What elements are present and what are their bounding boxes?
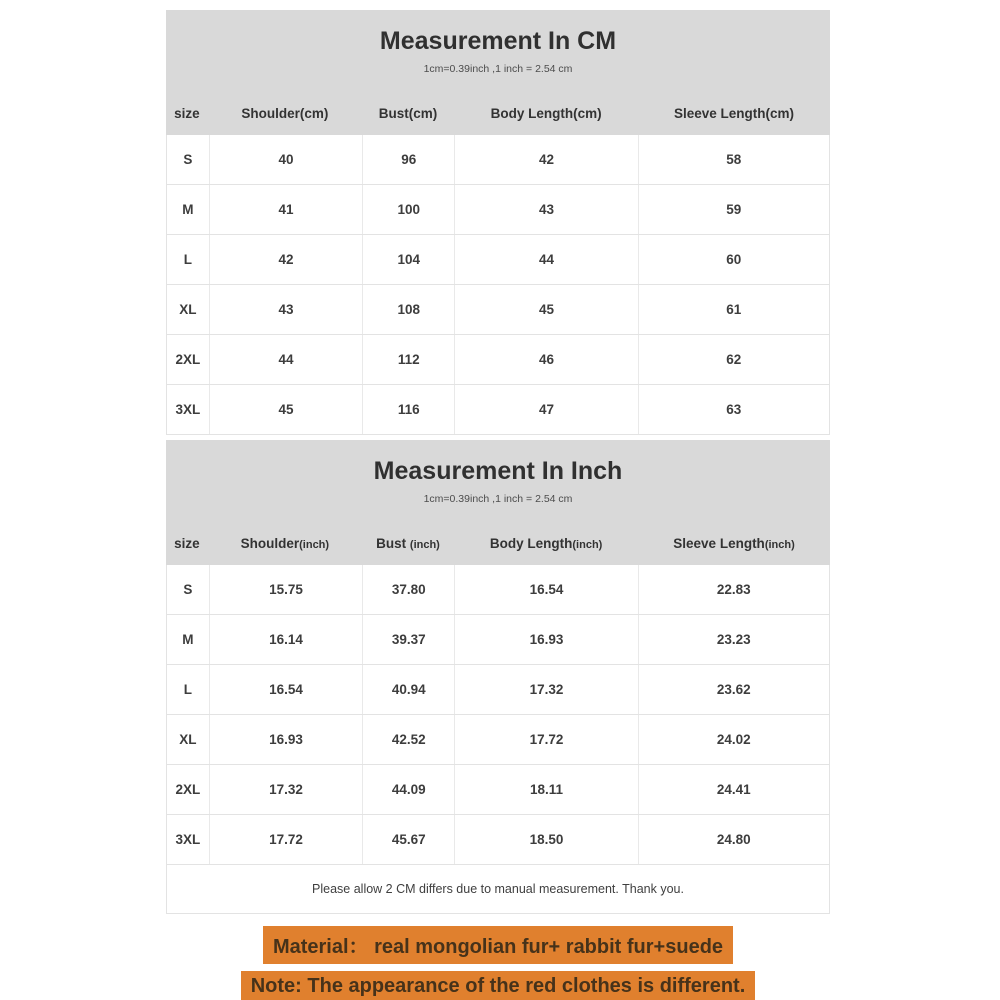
material-highlight: Material： real mongolian fur+ rabbit fur+suede xyxy=(263,926,733,964)
value-cell: 44 xyxy=(454,235,637,284)
size-cell: 2XL xyxy=(175,782,201,797)
column-header xyxy=(362,536,454,551)
column-header xyxy=(638,106,830,121)
value-cell: 100 xyxy=(362,185,454,234)
column-label: Bust xyxy=(378,105,409,121)
size-cell: M xyxy=(182,632,194,647)
value-cell: 112 xyxy=(362,335,454,384)
value-cell: 42 xyxy=(209,235,363,284)
cm-header-block xyxy=(166,10,830,135)
column-header xyxy=(454,536,638,551)
table-row xyxy=(166,285,830,335)
column-header xyxy=(208,106,362,121)
value-cell: 16.93 xyxy=(454,615,637,664)
column-unit: (inch) xyxy=(299,538,330,551)
cm-column-header-row xyxy=(166,91,830,135)
value-cell: 61 xyxy=(638,285,829,334)
inch-table-body xyxy=(166,565,830,865)
column-header xyxy=(454,106,638,121)
inch-subtitle: 1cm=0.39inch ,1 inch = 2.54 cm xyxy=(423,493,573,505)
value-cell: 62 xyxy=(638,335,829,384)
value-cell: 16.54 xyxy=(209,665,363,714)
measurement-cm-section xyxy=(166,10,830,435)
column-label: Body Length xyxy=(490,105,574,121)
measurement-tolerance-note: Please allow 2 CM differs due to manual measurement. Thank you. xyxy=(166,865,830,914)
value-cell: 46 xyxy=(454,335,637,384)
column-unit: (cm) xyxy=(573,105,602,121)
column-header xyxy=(166,536,208,551)
table-row xyxy=(166,135,830,185)
table-row xyxy=(166,335,830,385)
column-label: Bust xyxy=(376,535,410,551)
value-cell: 42.52 xyxy=(362,715,454,764)
column-header xyxy=(362,106,454,121)
value-cell: 18.11 xyxy=(454,765,637,814)
size-cell: XL xyxy=(179,302,197,317)
table-row xyxy=(166,185,830,235)
material-line-wrap xyxy=(166,914,830,964)
column-label: Sleeve Length xyxy=(674,105,766,121)
column-unit: (inch) xyxy=(572,538,603,551)
value-cell: 17.72 xyxy=(209,815,363,864)
value-cell: 16.93 xyxy=(209,715,363,764)
value-cell: 63 xyxy=(638,385,829,434)
column-label: Shoulder xyxy=(240,535,300,551)
value-cell: 17.32 xyxy=(454,665,637,714)
value-cell: 59 xyxy=(638,185,829,234)
value-cell: 45 xyxy=(454,285,637,334)
value-cell: 96 xyxy=(362,135,454,184)
column-label: size xyxy=(174,535,200,551)
column-header xyxy=(638,536,830,551)
value-cell: 24.41 xyxy=(638,765,829,814)
value-cell: 108 xyxy=(362,285,454,334)
column-unit: (cm) xyxy=(299,105,329,121)
value-cell: 47 xyxy=(454,385,637,434)
value-cell: 116 xyxy=(362,385,454,434)
cm-title: Measurement In CM xyxy=(379,27,617,55)
value-cell: 22.83 xyxy=(638,565,829,614)
size-chart-sheet xyxy=(166,0,830,1000)
size-cell: M xyxy=(182,202,194,217)
value-cell: 45 xyxy=(209,385,363,434)
value-cell: 23.62 xyxy=(638,665,829,714)
column-unit: (inch) xyxy=(764,538,795,551)
value-cell: 41 xyxy=(209,185,363,234)
value-cell: 43 xyxy=(209,285,363,334)
value-cell: 104 xyxy=(362,235,454,284)
value-cell: 37.80 xyxy=(362,565,454,614)
measurement-inch-section xyxy=(166,440,830,865)
column-unit: (cm) xyxy=(765,105,795,121)
table-row xyxy=(166,565,830,615)
table-row xyxy=(166,385,830,435)
cm-subtitle: 1cm=0.39inch ,1 inch = 2.54 cm xyxy=(423,63,573,75)
inch-title: Measurement In Inch xyxy=(373,457,623,485)
table-row xyxy=(166,615,830,665)
value-cell: 44.09 xyxy=(362,765,454,814)
table-row xyxy=(166,765,830,815)
column-header xyxy=(208,536,362,551)
note-line-wrap xyxy=(166,964,830,1000)
value-cell: 42 xyxy=(454,135,637,184)
column-label: size xyxy=(174,105,200,121)
column-label: Sleeve Length xyxy=(673,535,765,551)
value-cell: 58 xyxy=(638,135,829,184)
table-row xyxy=(166,235,830,285)
value-cell: 44 xyxy=(209,335,363,384)
size-cell: L xyxy=(183,252,192,267)
size-cell: XL xyxy=(179,732,197,747)
table-row xyxy=(166,715,830,765)
red-clothes-note-highlight: Note: The appearance of the red clothes is different. xyxy=(241,971,756,1000)
value-cell: 18.50 xyxy=(454,815,637,864)
column-unit: (cm) xyxy=(408,105,438,121)
size-cell: 2XL xyxy=(175,352,201,367)
inch-column-header-row xyxy=(166,521,830,565)
value-cell: 17.32 xyxy=(209,765,363,814)
value-cell: 15.75 xyxy=(209,565,363,614)
value-cell: 16.54 xyxy=(454,565,637,614)
value-cell: 40 xyxy=(209,135,363,184)
value-cell: 16.14 xyxy=(209,615,363,664)
value-cell: 24.02 xyxy=(638,715,829,764)
cm-table-body xyxy=(166,135,830,435)
value-cell: 60 xyxy=(638,235,829,284)
inch-header-block xyxy=(166,440,830,565)
value-cell: 17.72 xyxy=(454,715,637,764)
table-row xyxy=(166,815,830,865)
value-cell: 23.23 xyxy=(638,615,829,664)
column-header xyxy=(166,106,208,121)
size-cell: S xyxy=(183,582,193,597)
column-unit: (inch) xyxy=(409,538,440,551)
table-row xyxy=(166,665,830,715)
column-label: Shoulder xyxy=(241,105,300,121)
size-cell: 3XL xyxy=(175,832,201,847)
column-label: Body Length xyxy=(489,535,573,551)
value-cell: 39.37 xyxy=(362,615,454,664)
value-cell: 40.94 xyxy=(362,665,454,714)
size-cell: L xyxy=(183,682,192,697)
value-cell: 45.67 xyxy=(362,815,454,864)
size-cell: 3XL xyxy=(175,402,201,417)
size-cell: S xyxy=(183,152,193,167)
value-cell: 24.80 xyxy=(638,815,829,864)
value-cell: 43 xyxy=(454,185,637,234)
